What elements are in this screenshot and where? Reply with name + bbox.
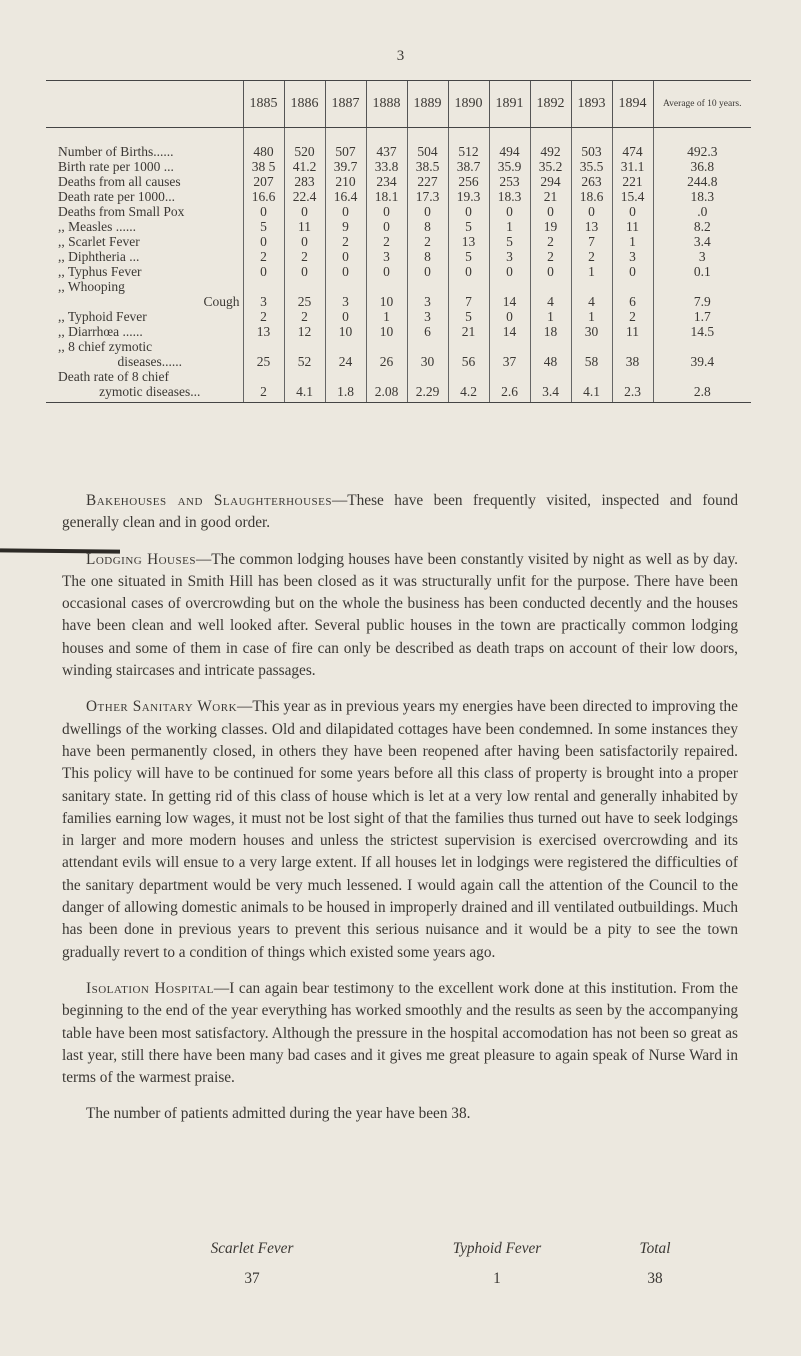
- cell-1889: 8: [407, 249, 448, 264]
- cell-1893: 4: [571, 279, 612, 309]
- cell-1887: 0: [325, 309, 366, 324]
- cell-1890: 21: [448, 324, 489, 339]
- section-text: —These have been frequently visited, inspected and found generally clean and in good order.: [62, 492, 739, 532]
- cell-1888: 18.1: [366, 189, 407, 204]
- cell-1891: 35.9: [489, 159, 530, 174]
- patients-value-total: 38: [647, 1270, 663, 1287]
- cell-1891: 0: [489, 309, 530, 324]
- cell-1887: 507: [325, 128, 366, 160]
- cell-1885: 0: [243, 204, 284, 219]
- cell-1885: 16.6: [243, 189, 284, 204]
- cell-1886: 2: [284, 309, 325, 324]
- cell-1892: 2: [530, 234, 571, 249]
- vital-statistics-table: [46, 80, 751, 403]
- patients-header-scarlet-fever: Scarlet Fever: [210, 1240, 294, 1257]
- cell-1885: 2: [243, 309, 284, 324]
- patients-value-scarlet-fever: 37: [244, 1270, 260, 1287]
- cell-1889: 0: [407, 264, 448, 279]
- cell-average: 492.3: [653, 128, 751, 160]
- cell-average: 244.8: [653, 174, 751, 189]
- cell-1892: 0: [530, 264, 571, 279]
- row-label-text: ,, Diphtheria ...: [58, 249, 140, 264]
- table-row: [46, 234, 751, 249]
- row-label: [46, 339, 243, 369]
- cell-1893: 503: [571, 128, 612, 160]
- cell-1892: 0: [530, 204, 571, 219]
- cell-1886: 0: [284, 204, 325, 219]
- cell-1888: 234: [366, 174, 407, 189]
- cell-1888: 437: [366, 128, 407, 160]
- year-header-1890: 1890: [448, 81, 489, 128]
- cell-1888: 10: [366, 324, 407, 339]
- cell-1892: 294: [530, 174, 571, 189]
- cell-1888: 2.08: [366, 369, 407, 403]
- year-header-1887: 1887: [325, 81, 366, 128]
- cell-1893: 30: [571, 324, 612, 339]
- cell-1892: 4: [530, 279, 571, 309]
- table-row: [46, 174, 751, 189]
- row-label: [46, 249, 243, 264]
- year-header-1889: 1889: [407, 81, 448, 128]
- cell-1885: 480: [243, 128, 284, 160]
- cell-1886: 2: [284, 249, 325, 264]
- cell-1888: 0: [366, 204, 407, 219]
- row-label: [46, 279, 243, 309]
- cell-1894: 0: [612, 204, 653, 219]
- cell-1887: 3: [325, 279, 366, 309]
- cell-average: 39.4: [653, 339, 751, 369]
- section-isolation-hospital: [62, 978, 738, 1089]
- cell-1892: 21: [530, 189, 571, 204]
- cell-average: 1.7: [653, 309, 751, 324]
- row-label-continuation: Cough: [203, 294, 240, 309]
- cell-1887: 2: [325, 234, 366, 249]
- patients-header-total: Total: [639, 1240, 671, 1257]
- row-label-text: ,, Whooping: [58, 279, 125, 294]
- cell-1886: 41.2: [284, 159, 325, 174]
- cell-1890: 19.3: [448, 189, 489, 204]
- row-label: [46, 219, 243, 234]
- year-header-1888: 1888: [366, 81, 407, 128]
- row-label-text: Death rate per 1000...: [58, 189, 175, 204]
- cell-1886: 520: [284, 128, 325, 160]
- cell-1893: 263: [571, 174, 612, 189]
- cell-1889: 2: [407, 234, 448, 249]
- cell-1894: 2.3: [612, 369, 653, 403]
- cell-1893: 1: [571, 309, 612, 324]
- vital-statistics-table-wrap: [46, 80, 751, 403]
- cell-1888: 26: [366, 339, 407, 369]
- row-label-continuation: zymotic diseases...: [99, 384, 201, 399]
- table-header-row: [46, 81, 751, 128]
- cell-1891: 253: [489, 174, 530, 189]
- section-text: —This year as in previous years my energies have been directed to improving the dwellings of the working classes. Old and dilapidated cottages have been condemned. In some instances they have been permanently closed, in others they have been reopened after having been satisfactorily repaired. This policy will have to be continued for some years before all this class of property is brought into a proper sanitary state. In getting rid of this class of house which is let at a very low rental and generally inhabited by families earning low wages, it must not be lost sight of that the families thus turned out have to seek lodgings in larger and more modern houses and unless the strictest supervision is exercised overcrowding and its attendant evils will ensue to a very large extent. If all houses let in lodgings were registered the difficulties of the sanitary department would be very much lessened. I would again call the attention of the Council to the danger of allowing domestic animals to be housed in improperly drained and ill ventilated outbuildings. Much has been done in previous years to prevent this serious nuisance and it would be a pity to see the town gradually revert to a condition of things which existed some years ago.: [62, 698, 738, 961]
- cell-1891: 14: [489, 279, 530, 309]
- cell-1888: 0: [366, 264, 407, 279]
- row-label-text: Deaths from all causes: [58, 174, 181, 189]
- report-body: [62, 490, 738, 1132]
- cell-1894: 31.1: [612, 159, 653, 174]
- row-label-continuation: diseases......: [117, 354, 182, 369]
- table-row: [46, 279, 751, 309]
- cell-1894: 474: [612, 128, 653, 160]
- year-header-1894: 1894: [612, 81, 653, 128]
- row-label: [46, 264, 243, 279]
- cell-1888: 3: [366, 249, 407, 264]
- cell-1892: 48: [530, 339, 571, 369]
- cell-1885: 2: [243, 249, 284, 264]
- cell-1892: 18: [530, 324, 571, 339]
- cell-1890: 512: [448, 128, 489, 160]
- table-row: [46, 249, 751, 264]
- cell-1887: 24: [325, 339, 366, 369]
- cell-1889: 2.29: [407, 369, 448, 403]
- row-label-text: ,, Scarlet Fever: [58, 234, 140, 249]
- cell-1893: 4.1: [571, 369, 612, 403]
- table-row: [46, 324, 751, 339]
- cell-average: 36.8: [653, 159, 751, 174]
- cell-1886: 11: [284, 219, 325, 234]
- cell-1891: 0: [489, 264, 530, 279]
- cell-1894: 11: [612, 219, 653, 234]
- cell-1888: 33.8: [366, 159, 407, 174]
- cell-1887: 0: [325, 264, 366, 279]
- cell-1889: 6: [407, 324, 448, 339]
- cell-1888: 1: [366, 309, 407, 324]
- cell-1889: 0: [407, 204, 448, 219]
- cell-1886: 0: [284, 234, 325, 249]
- row-label-text: Birth rate per 1000 ...: [58, 159, 174, 174]
- row-label-text: Death rate of 8 chief: [58, 369, 169, 384]
- cell-1885: 3: [243, 279, 284, 309]
- row-label-text: ,, Typhus Fever: [58, 264, 142, 279]
- cell-1894: 11: [612, 324, 653, 339]
- cell-1893: 2: [571, 249, 612, 264]
- table-row: [46, 204, 751, 219]
- cell-1891: 1: [489, 219, 530, 234]
- year-header-1891: 1891: [489, 81, 530, 128]
- cell-1894: 221: [612, 174, 653, 189]
- cell-average: 2.8: [653, 369, 751, 403]
- cell-1886: 12: [284, 324, 325, 339]
- cell-1888: 0: [366, 219, 407, 234]
- cell-1893: 58: [571, 339, 612, 369]
- cell-1894: 1: [612, 234, 653, 249]
- row-label-text: Number of Births......: [58, 144, 174, 159]
- row-label: [46, 234, 243, 249]
- row-label-text: ,, Measles ......: [58, 219, 136, 234]
- cell-1894: 3: [612, 249, 653, 264]
- cell-1889: 504: [407, 128, 448, 160]
- year-header-1892: 1892: [530, 81, 571, 128]
- cell-1892: 19: [530, 219, 571, 234]
- cell-1885: 2: [243, 369, 284, 403]
- row-label-text: Deaths from Small Pox: [58, 204, 185, 219]
- cell-1892: 2: [530, 249, 571, 264]
- cell-1891: 2.6: [489, 369, 530, 403]
- cell-1885: 25: [243, 339, 284, 369]
- cell-1893: 0: [571, 204, 612, 219]
- cell-1892: 35.2: [530, 159, 571, 174]
- table-body: [46, 128, 751, 403]
- cell-1891: 3: [489, 249, 530, 264]
- cell-1893: 7: [571, 234, 612, 249]
- patients-header-typhoid-fever: Typhoid Fever: [452, 1240, 542, 1257]
- cell-1890: 13: [448, 234, 489, 249]
- cell-1885: 0: [243, 264, 284, 279]
- table-row: [46, 264, 751, 279]
- cell-1885: 207: [243, 174, 284, 189]
- cell-1894: 2: [612, 309, 653, 324]
- cell-1892: 1: [530, 309, 571, 324]
- cell-1889: 3: [407, 279, 448, 309]
- cell-1889: 8: [407, 219, 448, 234]
- cell-1890: 4.2: [448, 369, 489, 403]
- row-label: [46, 309, 243, 324]
- row-label: [46, 189, 243, 204]
- cell-1887: 0: [325, 249, 366, 264]
- cell-1892: 3.4: [530, 369, 571, 403]
- patients-table: [62, 1240, 738, 1288]
- row-label: [46, 174, 243, 189]
- cell-average: .0: [653, 204, 751, 219]
- cell-1893: 13: [571, 219, 612, 234]
- cell-1885: 0: [243, 234, 284, 249]
- table-row: [46, 128, 751, 160]
- table-row: [46, 339, 751, 369]
- cell-1892: 492: [530, 128, 571, 160]
- cell-1888: 10: [366, 279, 407, 309]
- row-label-text: ,, 8 chief zymotic: [58, 339, 153, 354]
- cell-1893: 1: [571, 264, 612, 279]
- cell-1887: 1.8: [325, 369, 366, 403]
- cell-average: 3: [653, 249, 751, 264]
- cell-1887: 210: [325, 174, 366, 189]
- label-column-header: [46, 81, 243, 128]
- row-label: [46, 159, 243, 174]
- cell-1889: 3: [407, 309, 448, 324]
- section-heading: Bakehouses and Slaughterhouses: [86, 492, 332, 509]
- section-heading: Isolation Hospital: [86, 979, 214, 997]
- section-heading: Other Sanitary Work: [86, 698, 238, 716]
- cell-average: 14.5: [653, 324, 751, 339]
- cell-1890: 56: [448, 339, 489, 369]
- cell-1890: 38.7: [448, 159, 489, 174]
- cell-average: 0.1: [653, 264, 751, 279]
- section-other-sanitary-work: [62, 696, 738, 964]
- cell-1885: 38 5: [243, 159, 284, 174]
- cell-average: 18.3: [653, 189, 751, 204]
- row-label: [46, 324, 243, 339]
- cell-1893: 18.6: [571, 189, 612, 204]
- cell-1890: 0: [448, 264, 489, 279]
- cell-1886: 4.1: [284, 369, 325, 403]
- patients-header-row: [62, 1240, 738, 1258]
- row-label-text: ,, Diarrhœa ......: [58, 324, 143, 339]
- cell-1886: 283: [284, 174, 325, 189]
- cell-1886: 0: [284, 264, 325, 279]
- cell-1889: 17.3: [407, 189, 448, 204]
- cell-1890: 5: [448, 309, 489, 324]
- cell-1894: 0: [612, 264, 653, 279]
- cell-1887: 9: [325, 219, 366, 234]
- row-label: [46, 128, 243, 160]
- cell-1889: 227: [407, 174, 448, 189]
- row-label: [46, 369, 243, 403]
- patients-intro: The number of patients admitted during the year have been 38.: [86, 1105, 471, 1123]
- cell-1885: 5: [243, 219, 284, 234]
- row-label-text: ,, Typhoid Fever: [58, 309, 147, 324]
- cell-1891: 37: [489, 339, 530, 369]
- cell-1891: 18.3: [489, 189, 530, 204]
- cell-average: 8.2: [653, 219, 751, 234]
- table-row: [46, 219, 751, 234]
- cell-1894: 6: [612, 279, 653, 309]
- average-header: Average of 10 years.: [653, 81, 751, 128]
- table-row: [46, 189, 751, 204]
- cell-1887: 10: [325, 324, 366, 339]
- cell-1891: 494: [489, 128, 530, 160]
- cell-1894: 15.4: [612, 189, 653, 204]
- section-bakehouses: [62, 490, 738, 535]
- cell-1885: 13: [243, 324, 284, 339]
- cell-1889: 38.5: [407, 159, 448, 174]
- year-header-1885: 1885: [243, 81, 284, 128]
- cell-average: 7.9: [653, 279, 751, 309]
- cell-1886: 52: [284, 339, 325, 369]
- cell-1894: 38: [612, 339, 653, 369]
- cell-1887: 0: [325, 204, 366, 219]
- section-text: —I can again bear testimony to the excellent work done at this institution. From the beginning to the end of the year everything has worked smoothly and the results as seen by the accompanying table have been most satisfactory. Although the pressure in the hospital accomodation has not been so great as last year, still there have been many bad cases and it gives me great pleasure to again speak of Nurse Ward in terms of the warmest praise.: [62, 979, 738, 1087]
- cell-1886: 25: [284, 279, 325, 309]
- cell-1890: 256: [448, 174, 489, 189]
- cell-1886: 22.4: [284, 189, 325, 204]
- cell-1893: 35.5: [571, 159, 612, 174]
- year-header-1886: 1886: [284, 81, 325, 128]
- cell-1891: 14: [489, 324, 530, 339]
- cell-1890: 7: [448, 279, 489, 309]
- table-row: [46, 159, 751, 174]
- section-lodging-houses: [62, 549, 738, 683]
- cell-1888: 2: [366, 234, 407, 249]
- year-header-1893: 1893: [571, 81, 612, 128]
- table-row: [46, 309, 751, 324]
- cell-1890: 5: [448, 249, 489, 264]
- cell-1890: 0: [448, 204, 489, 219]
- patients-value-typhoid-fever: 1: [493, 1270, 501, 1287]
- table-row: [46, 369, 751, 403]
- cell-1887: 39.7: [325, 159, 366, 174]
- patients-values-row: [62, 1270, 738, 1288]
- row-label: [46, 204, 243, 219]
- cell-average: 3.4: [653, 234, 751, 249]
- section-heading: Lodging Houses: [86, 550, 196, 568]
- section-text: —The common lodging houses have been constantly visited by night as well as by day. The one situated in Smith Hill has been closed as it was structurally unfit for the purpose. There have been occasional cases of overcrowding but on the whole the business has been conducted decently and the houses have been clean and well looked after. Several public houses in the town are practically common lodging houses and some of them in case of fire can only be described as death traps on account of their low doors, winding staircases and intricate passages.: [62, 550, 738, 680]
- cell-1889: 30: [407, 339, 448, 369]
- cell-1890: 5: [448, 219, 489, 234]
- cell-1887: 16.4: [325, 189, 366, 204]
- cell-1891: 5: [489, 234, 530, 249]
- page-number: 3: [396, 48, 405, 64]
- cell-1891: 0: [489, 204, 530, 219]
